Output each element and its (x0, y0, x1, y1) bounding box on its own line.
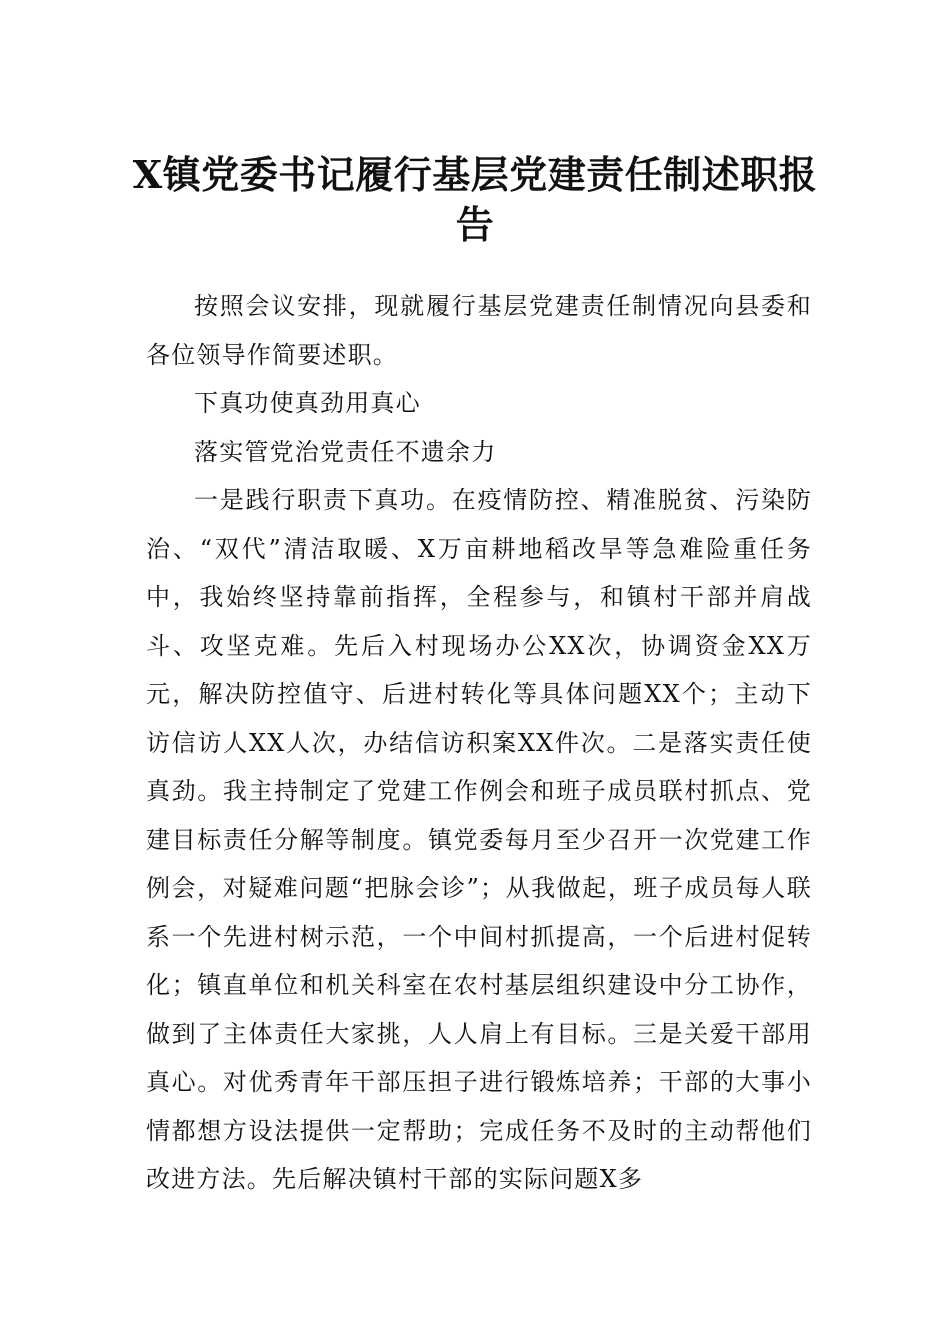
paragraph-main: 一是践行职责下真功。在疫情防控、精准脱贫、污染防治、“双代”清洁取暖、X万亩耕地稻改旱等急难险重任务中，我始终坚持靠前指挥，全程参与，和镇村干部并肩战斗、攻坚克难。先后入村现场办公XX次，协调资金XX万元，解决防控值守、后进村转化等具体问题XX个；主动下访信访人XX人次，办结信访积案XX件次。二是落实责任使真劲。我主持制定了党建工作例会和班子成员联村抓点、党建目标责任分解等制度。镇党委每月至少召开一次党建工作例会，对疑难问题“把脉会诊”；从我做起，班子成员每人联系一个先进村树示范，一个中间村抓提高，一个后进村促转化；镇直单位和机关科室在农村基层组织建设中分工协作，做到了主体责任大家挑，人人肩上有目标。三是关爱干部用真心。对优秀青年干部压担子进行锻炼培养；干部的大事小情都想方设法提供一定帮助；完成任务不及时的主动帮他们改进方法。先后解决镇村干部的实际问题X多 (146, 486, 812, 1193)
paragraph-heading-2: 落实管党治党责任不遗余力 (194, 437, 497, 466)
document-body (146, 282, 812, 1204)
paragraph-heading-1: 下真功使真劲用真心 (194, 389, 421, 417)
document-title (130, 150, 820, 250)
title-line-1: X镇党委书记履行基层党建责任制述职报 (132, 152, 818, 197)
paragraph-intro: 按照会议安排，现就履行基层党建责任制情况向县委和各位领导作简要述职。 (146, 292, 812, 369)
title-line-2: 告 (455, 202, 495, 247)
